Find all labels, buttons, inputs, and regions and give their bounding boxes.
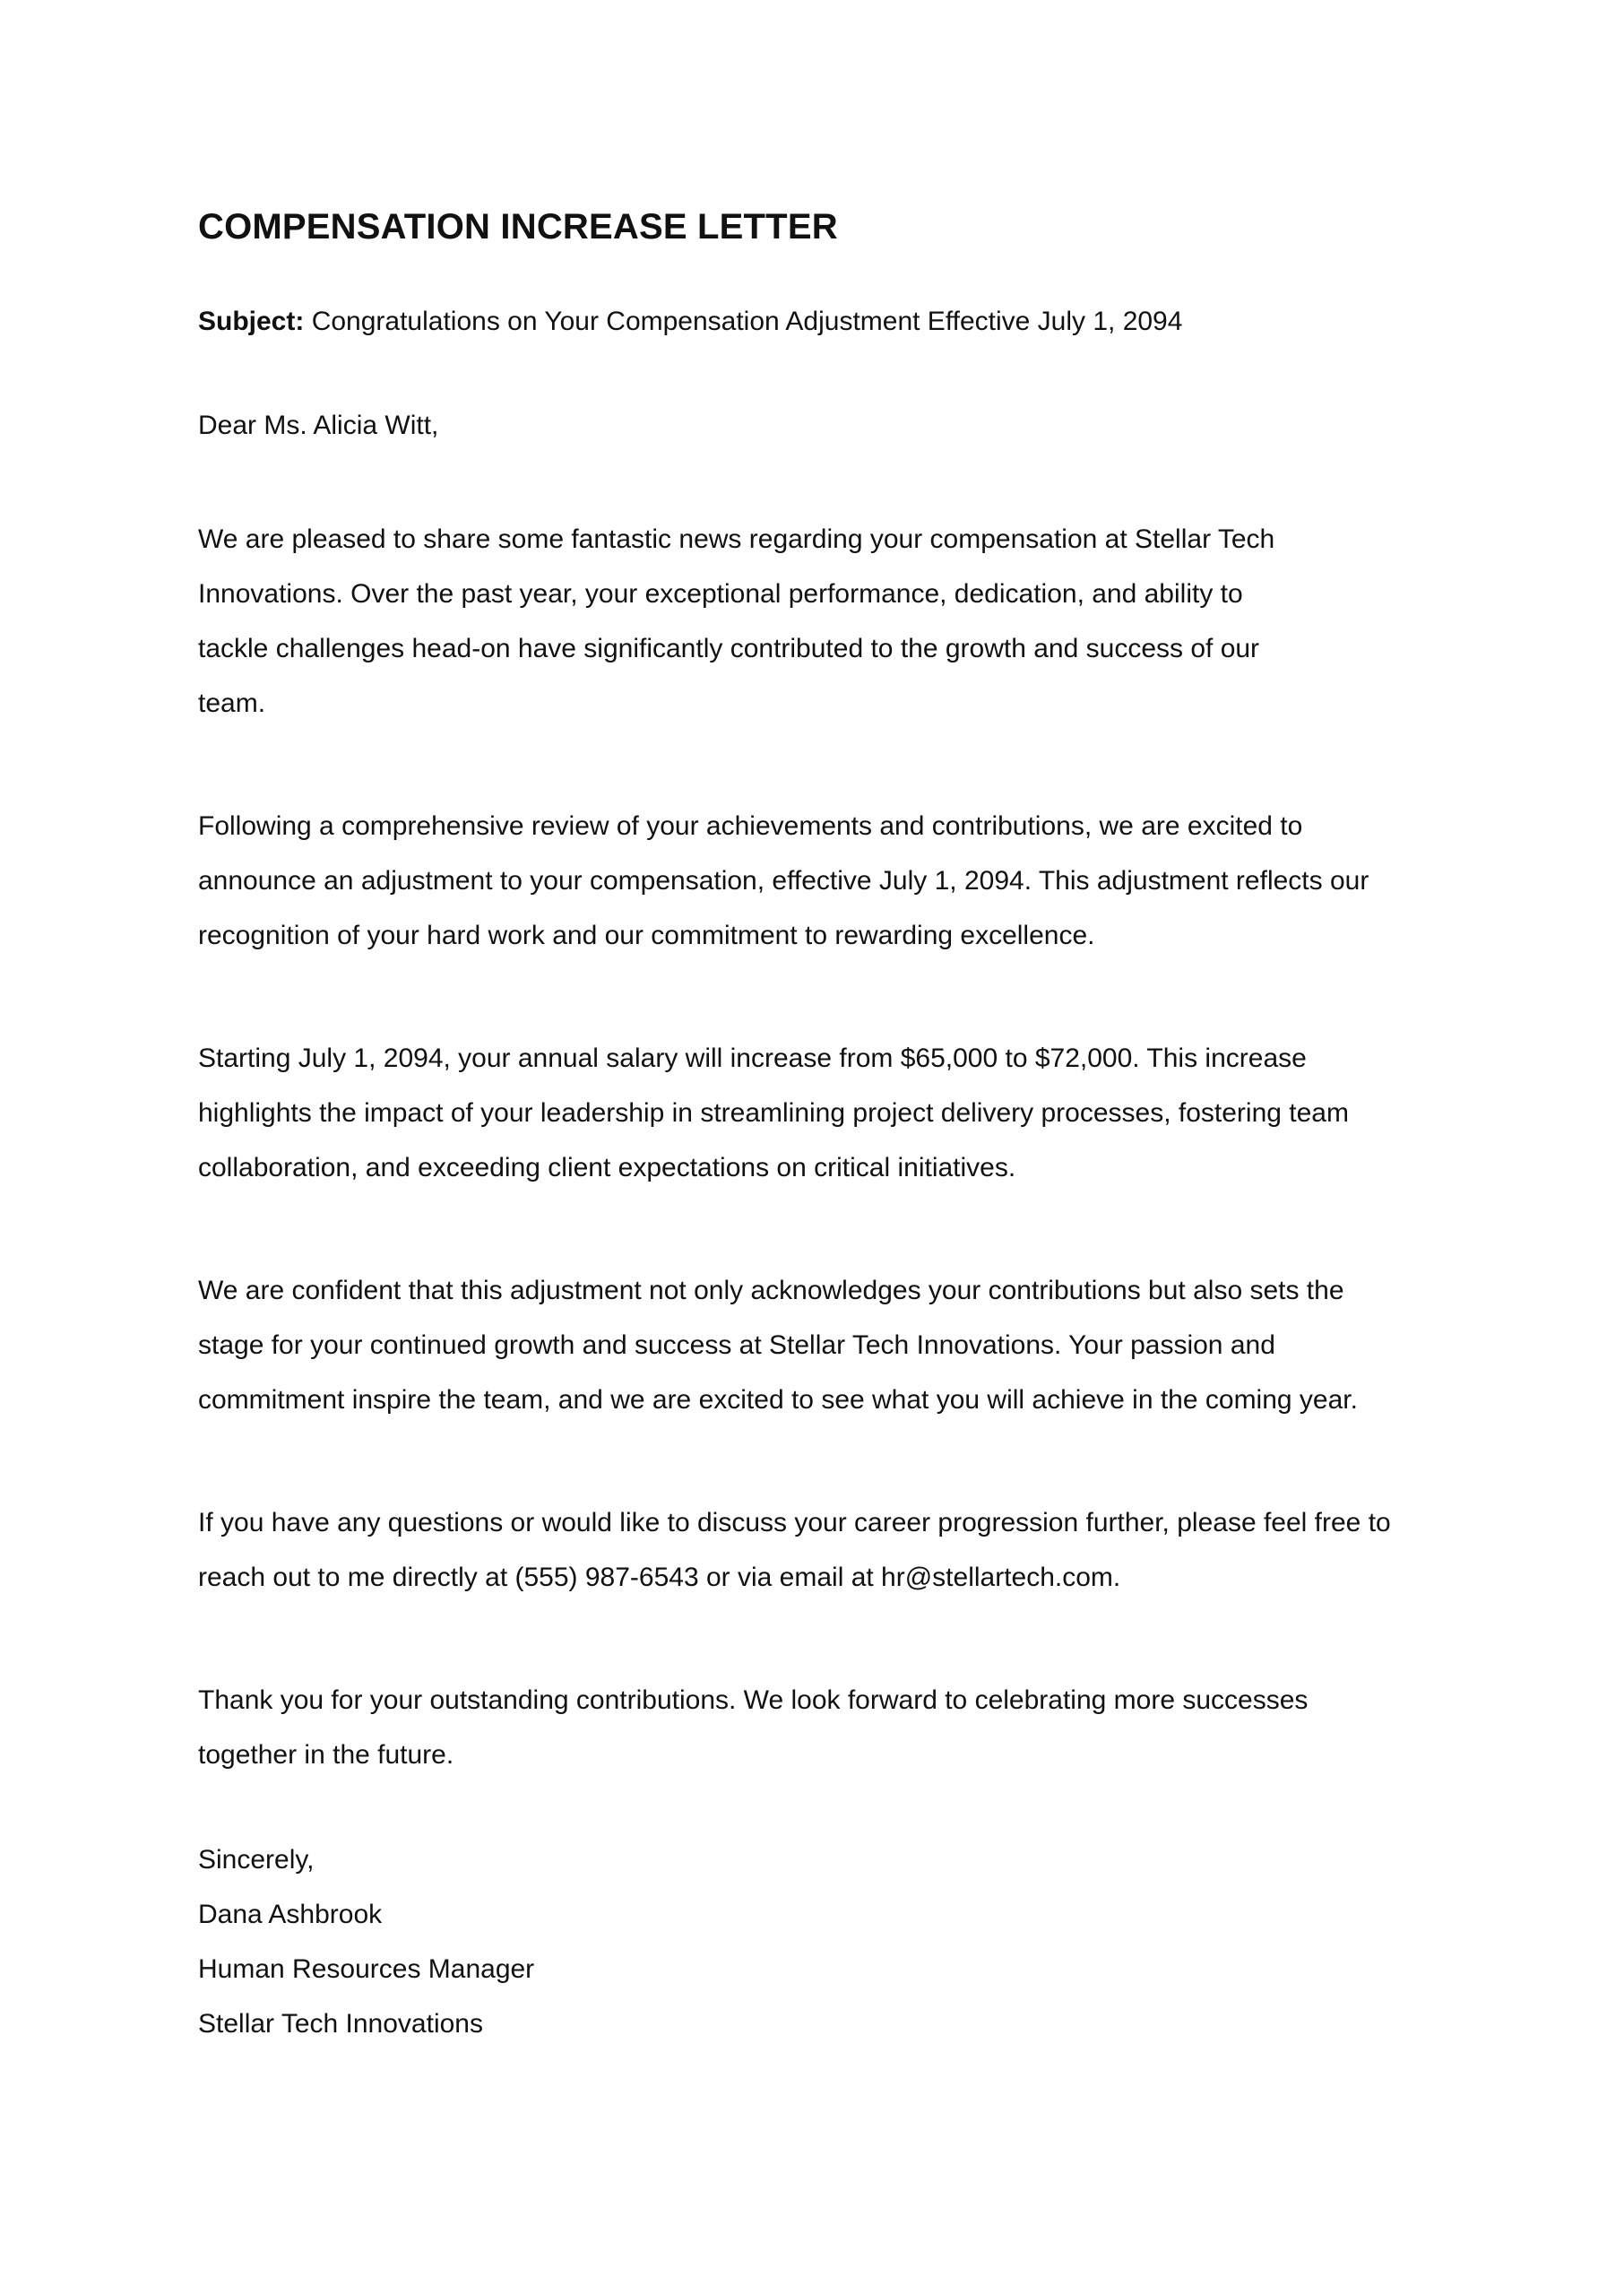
paragraph: Starting July 1, 2094, your annual salary will increase from $65,000 to $72,000. This increase highlights the impact of your leadership in streamlining project delivery processes, fostering team collaboration, and exceeding client expectations on critical initiatives. [198, 1044, 1349, 1182]
paragraph: Following a comprehensive review of your achievements and contributions, we are excited to announce an adjustment to your compensation, effective July 1, 2094. This adjustment reflects our recognition of your hard work and our commitment to rewarding excellence. [198, 811, 1369, 950]
paragraph: Thank you for your outstanding contributions. We look forward to celebrating more successes together in the future. [198, 1685, 1309, 1770]
paragraph: We are pleased to share some fantastic news regarding your compensation at Stellar Tech Innovations. Over the past year, your exceptional performance, dedication, and ability to tackle challenges head-on have significantly contributed to the growth and success of our team. [198, 524, 1275, 718]
paragraph: If you have any questions or would like to discuss your career progression further, please feel free to reach out to me directly at (555) 987-6543 or via email at hr@stellartech.com. [198, 1508, 1391, 1592]
letter-title: COMPENSATION INCREASE LETTER [198, 207, 838, 247]
signer-company: Stellar Tech Innovations [198, 2009, 483, 2039]
subject-line [198, 304, 1453, 340]
signer-name: Dana Ashbrook [198, 1900, 383, 1929]
signature-block [198, 1832, 1453, 2051]
letter-body [198, 202, 1453, 2051]
signer-title: Human Resources Manager [198, 1954, 535, 1984]
salutation: Dear Ms. Alicia Witt, [198, 411, 439, 440]
closing-phrase: Sincerely, [198, 1845, 315, 1875]
subject-label: Subject: [198, 307, 305, 336]
paragraph: We are confident that this adjustment not only acknowledges your contributions but also sets the stage for your continued growth and success at Stellar Tech Innovations. Your passion and commitment inspire the team, and we are excited to see what you will achieve in the coming year. [198, 1276, 1358, 1415]
subject-text: Congratulations on Your Compensation Adjustment Effective July 1, 2094 [304, 307, 1183, 336]
